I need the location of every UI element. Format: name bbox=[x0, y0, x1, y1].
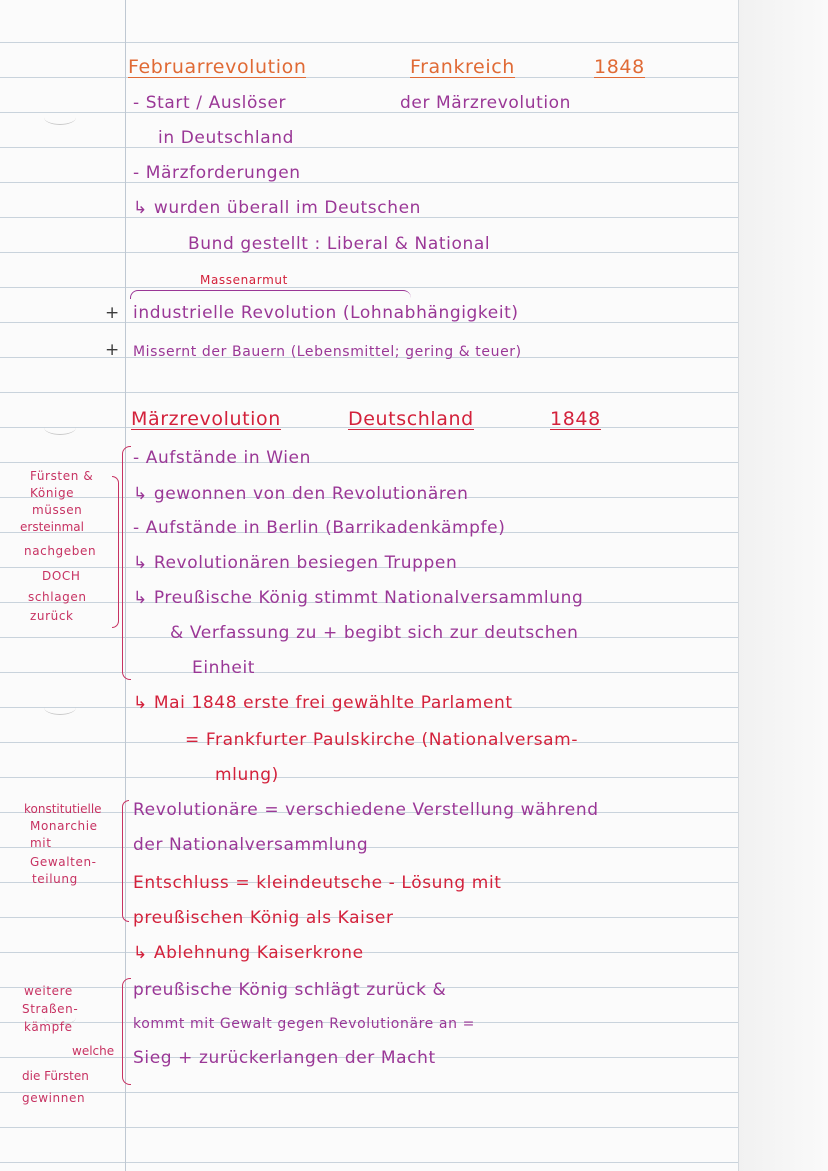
line-preussische-koenig-stimmt: ↳ Preußische König stimmt Nationalversammlung bbox=[133, 588, 584, 608]
margin-note: Fürsten & bbox=[30, 469, 94, 483]
line-maerzforderungen: - Märzforderungen bbox=[133, 163, 301, 183]
line-frankfurter-paulskirche: = Frankfurter Paulskirche (Nationalversam- bbox=[185, 730, 579, 750]
bracket-fuersten bbox=[122, 446, 131, 680]
plus-sign: + bbox=[105, 303, 120, 323]
line-industrielle-revolution: industrielle Revolution (Lohnabhängigkeit) bbox=[133, 303, 519, 323]
margin-note: zurück bbox=[30, 609, 74, 623]
margin-note: Könige bbox=[30, 486, 75, 500]
margin-note: DOCH bbox=[42, 569, 81, 583]
heading-maerzrevolution: Märzrevolution bbox=[131, 408, 281, 430]
heading-februarrevolution: Februarrevolution bbox=[128, 56, 307, 78]
line-start-ausloeser: - Start / Auslöser bbox=[133, 93, 287, 113]
margin-note: mit bbox=[30, 836, 52, 850]
note-massenarmut: Massenarmut bbox=[200, 273, 288, 287]
margin-note: schlagen bbox=[28, 590, 87, 604]
margin-note: Straßen- bbox=[22, 1002, 79, 1016]
line-gewonnen-revolutionaeren: ↳ gewonnen von den Revolutionären bbox=[133, 484, 469, 504]
line-kommt-mit-gewalt: kommt mit Gewalt gegen Revolutionäre an = bbox=[133, 1016, 475, 1032]
line-revolutionaeren-besiegen: ↳ Revolutionären besiegen Truppen bbox=[133, 553, 458, 573]
bracket-konstitutionell bbox=[122, 800, 129, 922]
punch-hole-mark bbox=[44, 420, 76, 435]
margin-note: teilung bbox=[32, 872, 78, 886]
margin-note: Monarchie bbox=[30, 819, 98, 833]
heading-deutschland: Deutschland bbox=[348, 408, 474, 430]
punch-hole-mark bbox=[44, 700, 76, 715]
heading-frankreich: Frankreich bbox=[410, 56, 515, 78]
line-aufstaende-wien: - Aufstände in Wien bbox=[133, 448, 311, 468]
line-aufstaende-berlin: - Aufstände in Berlin (Barrikadenkämpfe) bbox=[133, 518, 506, 538]
margin-note: gewinnen bbox=[22, 1091, 86, 1105]
line-sieg-zurueckerlangen: Sieg + zurückerlangen der Macht bbox=[133, 1048, 436, 1068]
plus-sign: + bbox=[105, 340, 120, 360]
line-mlung: mlung) bbox=[215, 765, 279, 785]
massenarmut-bracket bbox=[130, 290, 411, 299]
margin-note: kämpfe bbox=[24, 1020, 73, 1034]
margin-bracket bbox=[112, 476, 119, 628]
line-der-maerzrevolution: der Märzrevolution bbox=[400, 93, 572, 113]
line-missernte-der-bauern: Missernt der Bauern (Lebensmittel; gering & teuer) bbox=[133, 344, 522, 360]
line-bund-gestellt: Bund gestellt : Liberal & National bbox=[188, 234, 491, 254]
margin-note: konstitutielle bbox=[24, 802, 102, 816]
line-ablehnung-kaiserkrone: ↳ Ablehnung Kaiserkrone bbox=[133, 943, 364, 963]
heading-year-2: 1848 bbox=[550, 408, 601, 430]
margin-note: die Fürsten bbox=[22, 1069, 89, 1083]
margin-note: Gewalten- bbox=[30, 855, 97, 869]
margin-note: müssen bbox=[32, 503, 83, 517]
line-wurden-ueberall: ↳ wurden überall im Deutschen bbox=[133, 198, 422, 218]
line-in-deutschland: in Deutschland bbox=[158, 128, 294, 148]
line-preussischen-koenig-kaiser: preußischen König als Kaiser bbox=[133, 908, 394, 928]
line-preussische-koenig-schlaegt: preußische König schlägt zurück & bbox=[133, 980, 447, 1000]
margin-note: ersteinmal bbox=[20, 520, 84, 534]
next-page-shadow bbox=[739, 0, 828, 1171]
line-der-nationalversammlung: der Nationalversammlung bbox=[133, 835, 369, 855]
line-mai-1848-parlament: ↳ Mai 1848 erste frei gewählte Parlament bbox=[133, 693, 513, 713]
punch-hole-mark bbox=[44, 110, 76, 125]
margin-note: welche bbox=[72, 1044, 115, 1058]
line-einheit: Einheit bbox=[192, 658, 256, 678]
line-entschluss-kleindeutsche: Entschluss = kleindeutsche - Lösung mit bbox=[133, 873, 502, 893]
margin-note: nachgeben bbox=[24, 544, 97, 558]
line-verfassung-zu: & Verfassung zu + begibt sich zur deutschen bbox=[170, 623, 579, 643]
heading-year: 1848 bbox=[594, 56, 645, 78]
margin-note: weitere bbox=[24, 984, 73, 998]
bracket-strassenkaempfe bbox=[122, 978, 131, 1085]
line-revolutionaere-verstellung: Revolutionäre = verschiedene Verstellung während bbox=[133, 800, 599, 820]
